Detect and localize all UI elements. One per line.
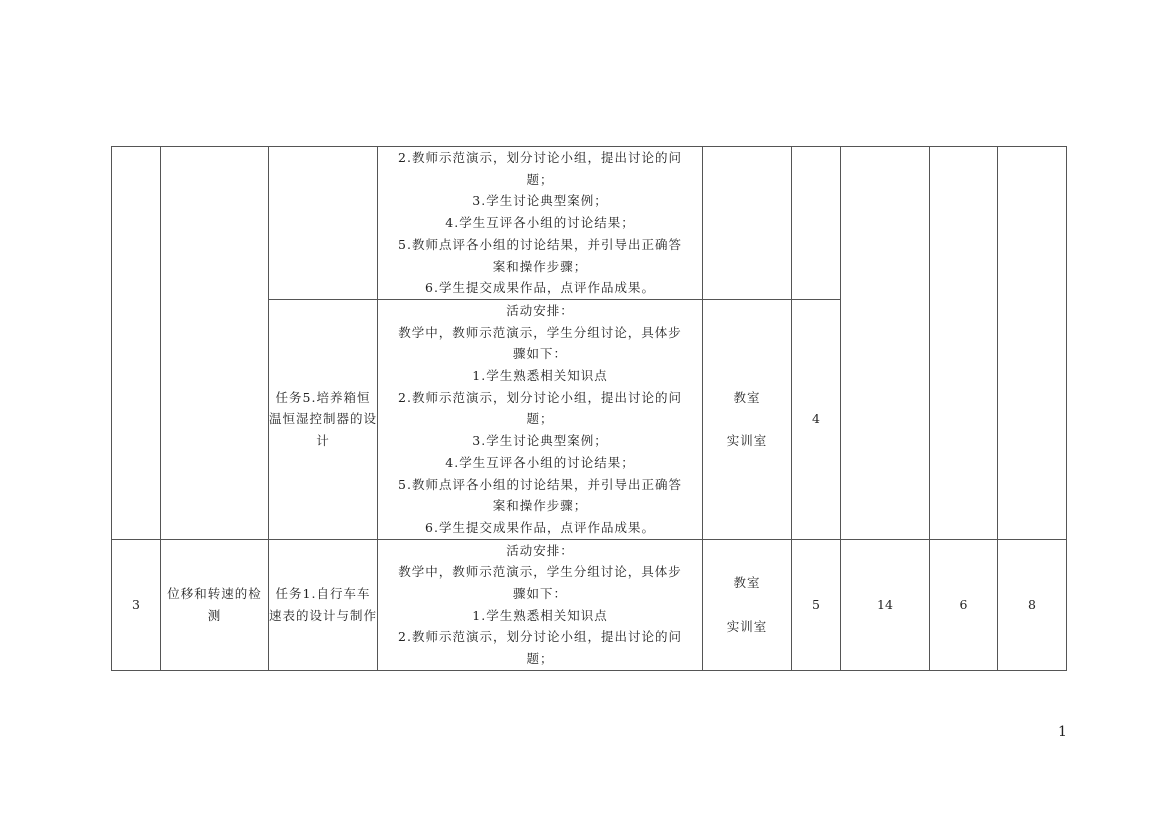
activity-line: 活动安排：	[506, 302, 574, 318]
activity-line: 教学中，教师示范演示，学生分组讨论，具体步	[398, 564, 682, 580]
total-hours-cell: 14	[841, 539, 930, 670]
location-cell	[703, 539, 792, 670]
activity-line: 2.教师示范演示，划分讨论小组，提出讨论的问	[398, 150, 682, 165]
location-cell	[703, 299, 792, 539]
number-cell: 3	[112, 539, 161, 670]
hours-cell: 5	[792, 539, 841, 670]
activity-line: 1.学生熟悉相关知识点	[472, 368, 608, 384]
activity-line: 题；	[526, 411, 554, 427]
activity-line: 题；	[526, 171, 554, 187]
activity-line: 4.学生互评各小组的讨论结果；	[445, 454, 635, 470]
hours-cell-continued	[792, 147, 841, 300]
activity-line: 3.学生讨论典型案例；	[472, 193, 608, 209]
location-training-room: 实训室	[726, 618, 768, 634]
task-cell: 任务5.培养箱恒温恒湿控制器的设计	[269, 299, 378, 539]
table-row	[112, 147, 1067, 300]
activity-line: 6.学生提交成果作品，点评作品成果。	[425, 519, 655, 535]
theory-hours-cell: 6	[930, 539, 998, 670]
module-cell-continued	[161, 147, 269, 540]
activity-line: 4.学生互评各小组的讨论结果；	[445, 215, 635, 231]
number-cell-continued	[112, 147, 161, 540]
activity-line: 案和操作步骤；	[492, 258, 588, 274]
activity-line: 题；	[526, 651, 554, 667]
activity-cell	[378, 299, 703, 539]
activity-cell	[378, 147, 703, 300]
activity-line: 5.教师点评各小组的讨论结果，并引导出正确答	[398, 236, 682, 252]
page-number: 1	[1058, 724, 1067, 740]
practice-hours-cell-continued	[998, 147, 1067, 540]
location-classroom: 教室	[733, 575, 761, 591]
teaching-plan-table	[111, 146, 1067, 671]
activity-line: 活动安排：	[506, 542, 574, 558]
activity-line: 教学中，教师示范演示，学生分组讨论，具体步	[398, 324, 682, 340]
practice-hours-cell: 8	[998, 539, 1067, 670]
location-classroom: 教室	[733, 389, 761, 405]
total-hours-cell-continued	[841, 147, 930, 540]
activity-line: 骤如下：	[512, 346, 567, 362]
task-cell-continued	[269, 147, 378, 300]
table-row	[112, 539, 1067, 670]
hours-cell: 4	[792, 299, 841, 539]
activity-line: 6.学生提交成果作品，点评作品成果。	[425, 280, 655, 296]
module-cell: 位移和转速的检测	[161, 539, 269, 670]
activity-line: 3.学生讨论典型案例；	[472, 433, 608, 449]
activity-line: 1.学生熟悉相关知识点	[472, 607, 608, 623]
task-cell: 任务1.自行车车速表的设计与制作	[269, 539, 378, 670]
location-cell-continued	[703, 147, 792, 300]
location-training-room: 实训室	[726, 433, 768, 449]
activity-line: 案和操作步骤；	[492, 498, 588, 514]
activity-line: 5.教师点评各小组的讨论结果，并引导出正确答	[398, 476, 682, 492]
activity-line: 2.教师示范演示，划分讨论小组，提出讨论的问	[398, 629, 682, 645]
theory-hours-cell-continued	[930, 147, 998, 540]
activity-line: 骤如下：	[512, 586, 567, 602]
activity-cell	[378, 539, 703, 670]
activity-line: 2.教师示范演示，划分讨论小组，提出讨论的问	[398, 389, 682, 405]
